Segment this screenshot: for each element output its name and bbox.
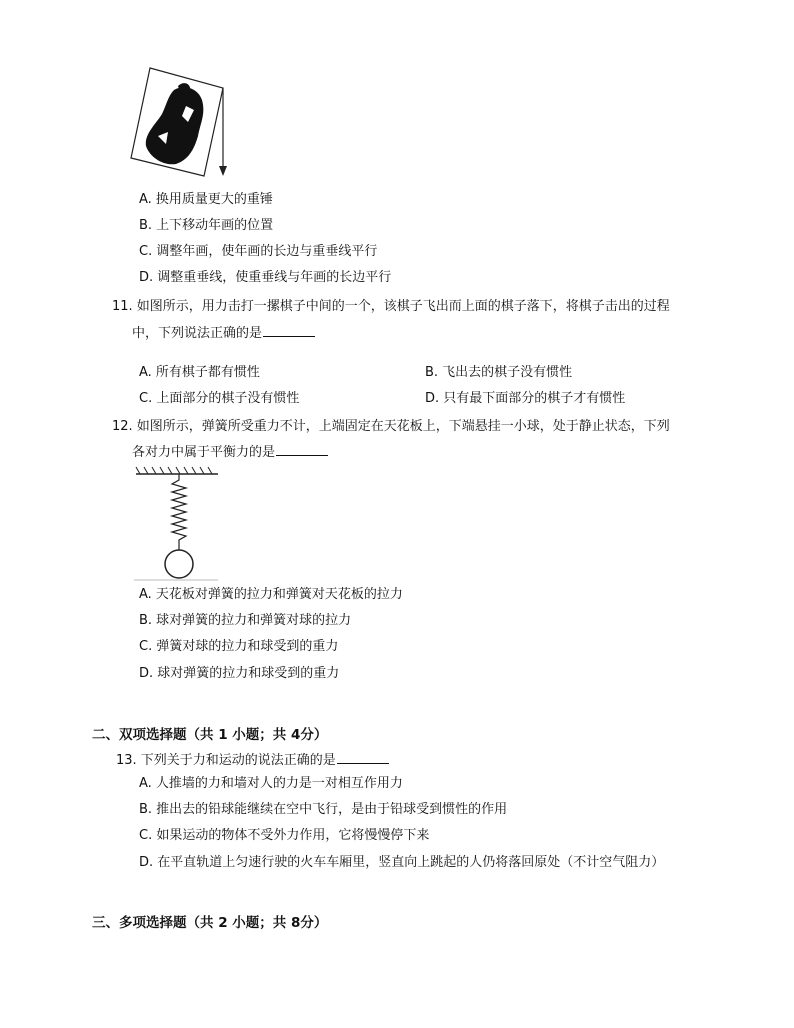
answer-blank[interactable] (276, 443, 328, 456)
q11-option-a[interactable]: A. 所有棋子都有惯性 (139, 365, 260, 380)
q12-option-c[interactable]: C. 弹簧对球的拉力和球受到的重力 (139, 639, 339, 654)
section-heading: 二、双项选择题（共 1 小题；共 4分） (92, 727, 328, 743)
q11-stem-line1: 11. 如图所示，用力击打一摞棋子中间的一个，该棋子飞出而上面的棋子落下，将棋子击出的过程 (112, 299, 670, 314)
q11-option-b[interactable]: B. 飞出去的棋子没有惯性 (425, 365, 573, 380)
tilted-painting-figure (128, 66, 238, 186)
q10-option-d[interactable]: D. 调整重垂线，使重垂线与年画的长边平行 (139, 270, 392, 285)
q13-option-d[interactable]: D. 在平直轨道上匀速行驶的火车车厢里，竖直向上跳起的人仍将落回原处（不计空气阻力） (139, 855, 665, 870)
q13-stem: 13. 下列关于力和运动的说法正确的是 (116, 751, 389, 770)
q13-option-c[interactable]: C. 如果运动的物体不受外力作用，它将慢慢停下来 (139, 828, 430, 843)
q12-stem-line2: 各对力中属于平衡力的是 (132, 443, 328, 462)
q11-stem-line2: 中，下列说法正确的是 (132, 324, 315, 343)
answer-blank[interactable] (263, 324, 315, 337)
q13-option-b[interactable]: B. 推出去的铅球能继续在空中飞行，是由于铅球受到惯性的作用 (139, 802, 508, 817)
q13-option-a[interactable]: A. 人推墙的力和墙对人的力是一对相互作用力 (139, 776, 403, 791)
q10-option-a[interactable]: A. 换用质量更大的重锤 (139, 192, 273, 207)
q11-option-d[interactable]: D. 只有最下面部分的棋子才有惯性 (425, 391, 626, 406)
q12-option-d[interactable]: D. 球对弹簧的拉力和球受到的重力 (139, 666, 340, 681)
section-heading: 三、多项选择题（共 2 小题；共 8分） (92, 915, 328, 931)
q10-option-b[interactable]: B. 上下移动年画的位置 (139, 218, 274, 233)
spring-ball-figure (134, 464, 224, 582)
answer-blank[interactable] (337, 751, 389, 764)
q11-option-c[interactable]: C. 上面部分的棋子没有惯性 (139, 391, 300, 406)
q12-option-a[interactable]: A. 天花板对弹簧的拉力和弹簧对天花板的拉力 (139, 587, 403, 602)
q10-option-c[interactable]: C. 调整年画，使年画的长边与重垂线平行 (139, 244, 378, 259)
q12-option-b[interactable]: B. 球对弹簧的拉力和弹簧对球的拉力 (139, 613, 352, 628)
q12-stem-line1: 12. 如图所示，弹簧所受重力不计，上端固定在天花板上，下端悬挂一小球，处于静止状态，下列 (112, 419, 670, 434)
